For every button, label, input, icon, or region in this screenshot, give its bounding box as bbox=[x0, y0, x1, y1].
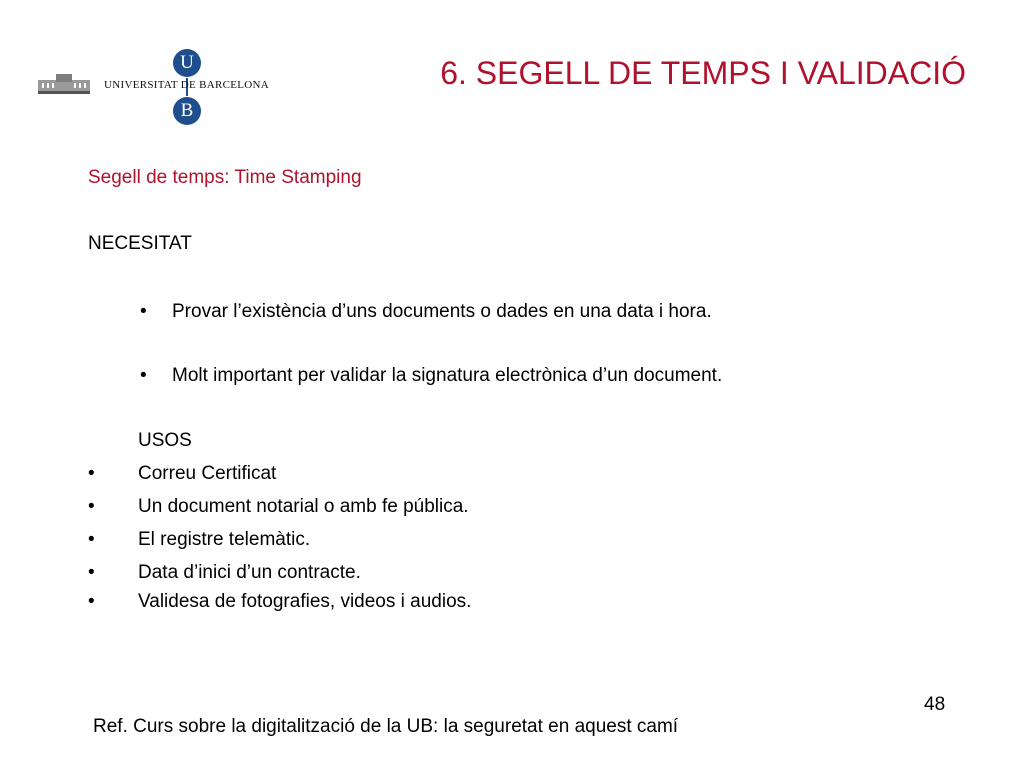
logo-b-letter: B bbox=[173, 97, 201, 125]
list-item: Molt important per validar la signatura electrònica d’un document. bbox=[172, 365, 723, 386]
bullet-icon: • bbox=[88, 463, 95, 484]
logo-u-letter: U bbox=[173, 49, 201, 77]
slide-subtitle: Segell de temps: Time Stamping bbox=[88, 167, 362, 188]
page-number: 48 bbox=[924, 694, 946, 715]
bullet-icon: • bbox=[140, 365, 147, 386]
bullet-icon: • bbox=[88, 591, 95, 612]
section-heading-necesitat: NECESITAT bbox=[88, 233, 192, 254]
slide-title: 6. SEGELL DE TEMPS I VALIDACIÓ bbox=[440, 55, 966, 91]
list-item: Provar l’existència d’uns documents o dades en una data i hora. bbox=[172, 301, 712, 322]
list-item: Correu Certificat bbox=[138, 463, 277, 484]
university-name: UNIVERSITAT DE BARCELONA bbox=[104, 79, 270, 91]
footer-reference: Ref. Curs sobre la digitalització de la UB: la seguretat en aquest camí bbox=[93, 716, 679, 737]
university-logo bbox=[38, 45, 278, 130]
list-item: Un document notarial o amb fe pública. bbox=[138, 496, 469, 517]
bullet-icon: • bbox=[88, 529, 95, 550]
building-icon bbox=[38, 72, 90, 94]
list-item: El registre telemàtic. bbox=[138, 529, 311, 550]
section-heading-usos: USOS bbox=[138, 430, 192, 451]
list-item: Validesa de fotografies, videos i audios. bbox=[138, 591, 472, 612]
bullet-icon: • bbox=[140, 301, 147, 322]
list-item: Data d’inici d’un contracte. bbox=[138, 562, 361, 583]
bullet-icon: • bbox=[88, 496, 95, 517]
bullet-icon: • bbox=[88, 562, 95, 583]
